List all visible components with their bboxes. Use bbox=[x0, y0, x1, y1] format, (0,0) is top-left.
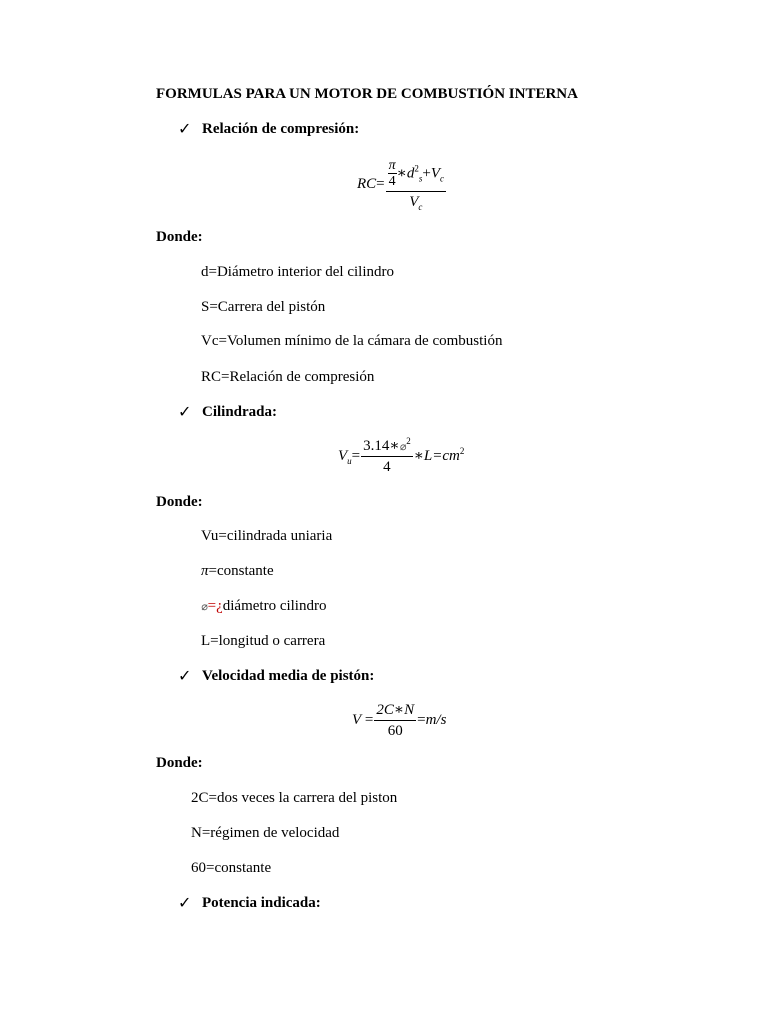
formula-sup-2: 2 bbox=[414, 163, 419, 174]
formula-v: V bbox=[430, 165, 441, 182]
formula-sub-u: u bbox=[347, 455, 352, 466]
donde-label-1: Donde: bbox=[156, 229, 203, 245]
formula-cilindrada: $V_u=$ $\frac{3.14∗⌀^2}{4}$ $∗L=cm^2$ bbox=[338, 436, 465, 475]
pi-icon: π bbox=[201, 563, 209, 579]
definition-item bbox=[201, 598, 326, 615]
diameter-icon: ⌀ bbox=[201, 600, 208, 613]
definition-text: diámetro cilindro bbox=[222, 598, 327, 614]
formula-rc-lhs: RC bbox=[357, 175, 377, 192]
diameter-icon: ⌀ bbox=[399, 440, 407, 453]
formula-den-sub-c: c bbox=[418, 201, 423, 212]
definition-item: Vu=cilindrada uniaria bbox=[201, 528, 333, 544]
formula-four: 4 bbox=[388, 174, 396, 190]
check-icon: ✓ bbox=[178, 666, 192, 685]
definition-item: 60=constante bbox=[191, 860, 272, 876]
formula-d: d bbox=[406, 165, 415, 182]
formula-sup-2: 2 bbox=[406, 436, 411, 446]
page-title: FORMULAS PARA UN MOTOR DE COMBUSTIÓN INTERNA bbox=[156, 86, 578, 102]
definition-item bbox=[201, 563, 274, 580]
donde-label-3: Donde: bbox=[156, 755, 203, 771]
check-icon: ✓ bbox=[178, 893, 192, 912]
definition-item: L=longitud o carrera bbox=[201, 633, 326, 649]
formula-pi: π bbox=[388, 158, 396, 173]
section-heading-cilindrada: Cilindrada: bbox=[202, 404, 278, 420]
formula-vel-tail: m/s bbox=[425, 711, 447, 728]
formula-vel-den: 60 bbox=[387, 723, 403, 739]
formula-den-v: V bbox=[409, 193, 419, 210]
formula-sub-s: s bbox=[418, 173, 423, 184]
definition-text: =constante bbox=[208, 563, 274, 579]
formula-vu-v: V bbox=[338, 447, 348, 464]
definition-item: S=Carrera del pistón bbox=[201, 299, 326, 315]
donde-label-2: Donde: bbox=[156, 494, 203, 510]
formula-cil-tail: ∗L=cm bbox=[413, 447, 460, 464]
definition-item: d=Diámetro interior del cilindro bbox=[201, 264, 394, 280]
section-heading-velocidad: Velocidad media de pistón: bbox=[202, 668, 375, 684]
check-icon: ✓ bbox=[178, 119, 192, 138]
formula-cil-den: 4 bbox=[383, 459, 391, 475]
section-heading-potencia: Potencia indicada: bbox=[202, 895, 321, 911]
formula-cil-num: 3.14∗ bbox=[363, 438, 400, 454]
formula-relacion-compresion: RC= $\frac{\pi}{4}$ $∗d^2_s+V_c$ $V_c$ bbox=[357, 158, 445, 212]
definition-item: N=régimen de velocidad bbox=[191, 825, 340, 841]
check-icon: ✓ bbox=[178, 402, 192, 421]
definition-item: Vc=Volumen mínimo de la cámara de combustión bbox=[201, 333, 503, 349]
formula-vel-num: 2C∗N bbox=[374, 701, 416, 721]
formula-sup-2: 2 bbox=[459, 445, 465, 456]
equals-inverted-question: =¿ bbox=[207, 598, 223, 614]
formula-vel-lhs: V bbox=[352, 711, 362, 728]
section-heading-compresion: Relación de compresión: bbox=[202, 121, 360, 137]
formula-velocidad: V = $\frac{2C∗N}{60}$ =m/s bbox=[352, 702, 447, 739]
definition-item: RC=Relación de compresión bbox=[201, 369, 375, 385]
formula-sub-c: c bbox=[440, 173, 445, 184]
definition-item: 2C=dos veces la carrera del piston bbox=[191, 790, 398, 806]
